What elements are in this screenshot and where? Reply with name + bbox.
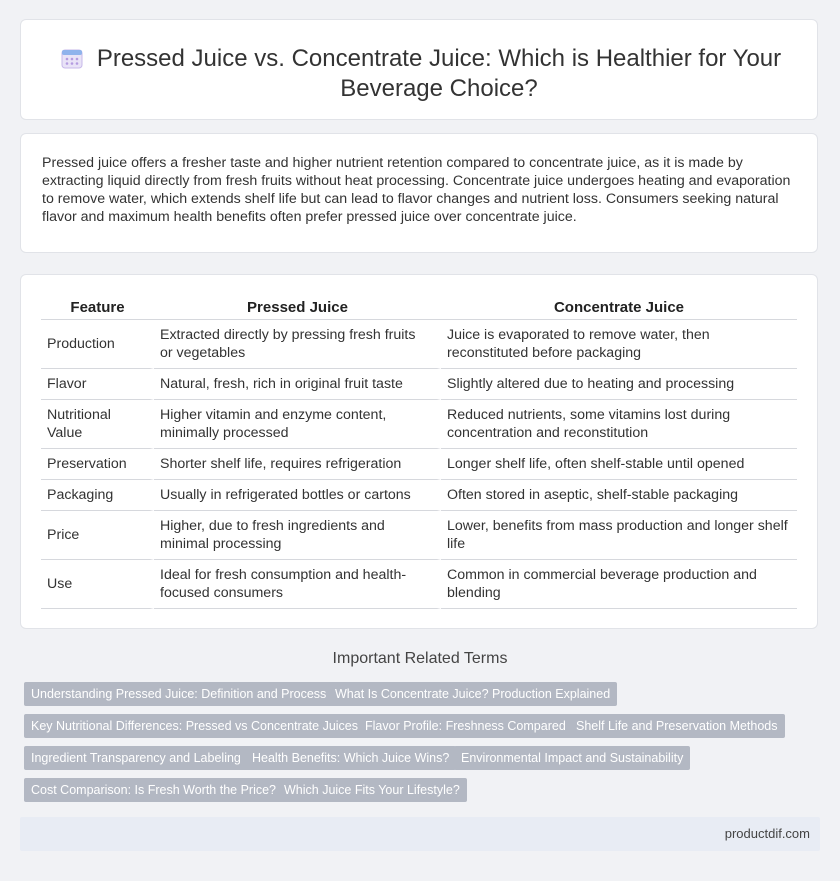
feature-cell: Price	[41, 511, 154, 560]
concentrate-cell: Common in commercial beverage production and blending	[441, 560, 797, 609]
feature-cell: Packaging	[41, 480, 154, 511]
calendar-icon	[61, 47, 83, 69]
page-title: Pressed Juice vs. Concentrate Juice: Which is Healthier for Your Beverage Choice?	[96, 45, 782, 102]
comparison-table-card	[20, 274, 818, 629]
feature-cell: Use	[41, 560, 154, 609]
table-row	[41, 320, 797, 369]
table-row	[41, 369, 797, 400]
related-terms-title: Important Related Terms	[332, 650, 508, 667]
header-pressed-juice: Pressed Juice	[154, 295, 441, 320]
pressed-cell: Ideal for fresh consumption and health-focused consumers	[154, 560, 441, 609]
related-term-tag[interactable]: Environmental Impact and Sustainability	[454, 746, 690, 770]
header-feature: Feature	[41, 295, 154, 320]
pressed-cell: Higher vitamin and enzyme content, minimally processed	[154, 400, 441, 449]
related-term-tag[interactable]: Health Benefits: Which Juice Wins?	[245, 746, 456, 770]
concentrate-cell: Slightly altered due to heating and processing	[441, 369, 797, 400]
intro-paragraph: Pressed juice offers a fresher taste and higher nutrient retention compared to concentrate juice, as it is made by extracting liquid directly from fresh fruits without heat processing. Concentrate juice undergoes heating and evaporation to remove water, which extends shelf life but can lead to flavor changes and nutrient loss. Consumers seeking natural flavor and maximum health benefits often prefer pressed juice over concentrate juice.	[42, 155, 791, 225]
concentrate-cell: Reduced nutrients, some vitamins lost during concentration and reconstitution	[441, 400, 797, 449]
pressed-cell: Extracted directly by pressing fresh fruits or vegetables	[154, 320, 441, 369]
table-row	[41, 449, 797, 480]
intro-card	[20, 133, 818, 253]
related-term-tag[interactable]: Flavor Profile: Freshness Compared	[358, 714, 573, 738]
related-term-tag[interactable]: Cost Comparison: Is Fresh Worth the Price?	[24, 778, 283, 802]
table-row	[41, 560, 797, 609]
related-term-tag[interactable]: What Is Concentrate Juice? Production Explained	[328, 682, 617, 706]
feature-cell: Production	[41, 320, 154, 369]
concentrate-cell: Juice is evaporated to remove water, then reconstituted before packaging	[441, 320, 797, 369]
related-term-tag[interactable]: Shelf Life and Preservation Methods	[569, 714, 785, 738]
header-card	[20, 19, 818, 120]
pressed-cell: Usually in refrigerated bottles or cartons	[154, 480, 441, 511]
related-term-tag[interactable]: Ingredient Transparency and Labeling	[24, 746, 248, 770]
feature-cell: Nutritional Value	[41, 400, 154, 449]
pressed-cell: Natural, fresh, rich in original fruit taste	[154, 369, 441, 400]
comparison-table	[41, 295, 797, 609]
table-row	[41, 400, 797, 449]
header-concentrate-juice: Concentrate Juice	[441, 295, 797, 320]
footer	[20, 817, 820, 851]
pressed-cell: Shorter shelf life, requires refrigeration	[154, 449, 441, 480]
concentrate-cell: Often stored in aseptic, shelf-stable packaging	[441, 480, 797, 511]
footer-site-link[interactable]: productdif.com	[724, 826, 810, 841]
feature-cell: Flavor	[41, 369, 154, 400]
table-row	[41, 511, 797, 560]
concentrate-cell: Lower, benefits from mass production and longer shelf life	[441, 511, 797, 560]
table-row	[41, 480, 797, 511]
concentrate-cell: Longer shelf life, often shelf-stable until opened	[441, 449, 797, 480]
related-term-tag[interactable]: Understanding Pressed Juice: Definition and Process	[24, 682, 333, 706]
related-term-tag[interactable]: Key Nutritional Differences: Pressed vs Concentrate Juices	[24, 714, 365, 738]
feature-cell: Preservation	[41, 449, 154, 480]
pressed-cell: Higher, due to fresh ingredients and minimal processing	[154, 511, 441, 560]
related-term-tag[interactable]: Which Juice Fits Your Lifestyle?	[277, 778, 467, 802]
